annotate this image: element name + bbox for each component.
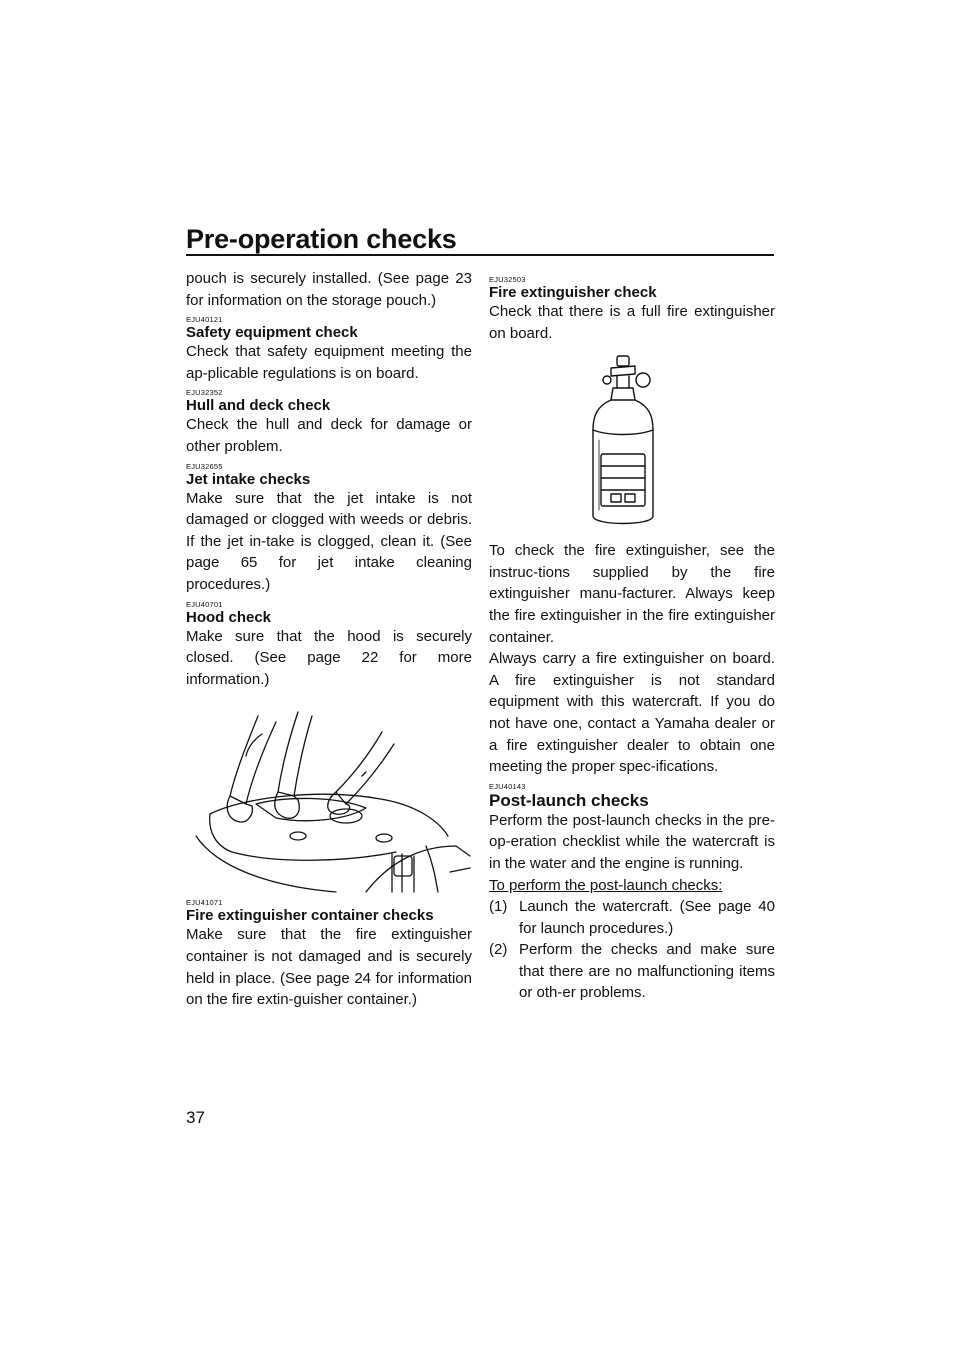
list-item bbox=[489, 939, 775, 1004]
post-launch-steps bbox=[489, 896, 775, 1004]
title-rule bbox=[186, 254, 774, 256]
jet-intake-body: Make sure that the jet intake is not damaged or clogged with weeds or debris. If the jet in-take is clogged, clean it. (See page 65 for jet intake cleaning procedures.) bbox=[186, 489, 472, 593]
list-item bbox=[489, 896, 775, 939]
hull-deck-body: Check the hull and deck for damage or other problem. bbox=[186, 416, 472, 455]
extinguisher-container-heading: Fire extinguisher container checks bbox=[186, 907, 434, 925]
page-number: 37 bbox=[186, 1108, 205, 1127]
extinguisher-check-body: Check that there is a full fire extinguisher on board. bbox=[489, 303, 775, 342]
section-code: EJU32655 bbox=[186, 461, 223, 471]
section-code: EJU40121 bbox=[186, 315, 223, 325]
hood-check-heading: Hood check bbox=[186, 608, 272, 626]
extinguisher-carry-paragraph: Always carry a fire extinguisher on board. A fire extinguisher is not standard equipment with this watercraft. If you do not have one, contact a Yamaha dealer or a fire extinguisher dealer to obtain one meeting the proper spec-ifications. bbox=[489, 650, 775, 776]
left-column bbox=[186, 268, 472, 1011]
extinguisher-check-heading: Fire extinguisher check bbox=[489, 284, 657, 301]
safety-equipment-heading: Safety equipment check bbox=[186, 324, 358, 342]
hull-deck-heading: Hull and deck check bbox=[186, 397, 331, 415]
section-code: EJU32503 bbox=[489, 275, 526, 284]
post-launch-heading: Post-launch checks bbox=[489, 790, 649, 810]
extinguisher-instructions-paragraph: To check the fire extinguisher, see the instruc-tions supplied by the fire extinguisher manu-facturer. Always keep the fire extinguisher in the fire extinguisher container. bbox=[489, 542, 775, 646]
post-launch-body: Perform the post-launch checks in the pre-op-eration checklist while the watercraft is in the water and the engine is running. bbox=[489, 811, 775, 872]
hood-closing-illustration bbox=[186, 696, 472, 894]
hood-check-body: Make sure that the hood is securely closed. (See page 22 for more information.) bbox=[186, 627, 472, 688]
step-number: (1) bbox=[489, 898, 508, 916]
step-text: Launch the watercraft. (See page 40 for launch procedures.) bbox=[519, 898, 775, 937]
section-code: EJU40143 bbox=[489, 781, 526, 791]
section-code: EJU40701 bbox=[186, 599, 223, 609]
section-code: EJU41071 bbox=[186, 898, 223, 908]
step-text: Perform the checks and make sure that there are no malfunctioning items or oth-er problems. bbox=[519, 941, 775, 1002]
safety-equipment-body: Check that safety equipment meeting the ap-plicable regulations is on board. bbox=[186, 343, 472, 382]
step-number: (2) bbox=[489, 941, 508, 959]
right-column bbox=[489, 268, 775, 1004]
intro-paragraph: pouch is securely installed. (See page 23 for information on the storage pouch.) bbox=[186, 270, 472, 309]
extinguisher-container-body: Make sure that the fire extinguisher container is not damaged and is securely held in place. (See page 24 for information on the fire extin-guisher container.) bbox=[186, 926, 472, 1009]
section-code: EJU32352 bbox=[186, 388, 223, 398]
steps-title: To perform the post-launch checks: bbox=[489, 876, 723, 894]
page-title: Pre-operation checks bbox=[186, 224, 457, 254]
jet-intake-heading: Jet intake checks bbox=[186, 470, 311, 488]
fire-extinguisher-illustration bbox=[489, 350, 775, 532]
